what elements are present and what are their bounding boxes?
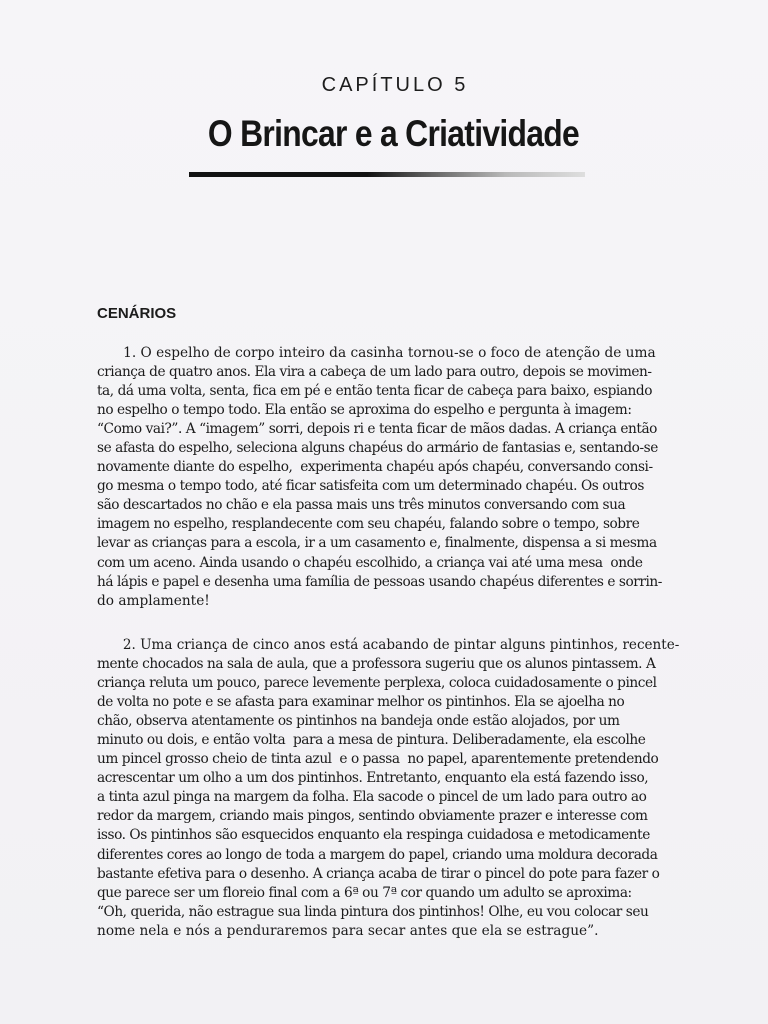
text-line: que parece ser um floreio final com a 6ª ou 7ª cor quando um adulto se aproxima: bbox=[97, 884, 632, 901]
text-line: se afasta do espelho, seleciona alguns chapéus do armário de fantasias e, sentando-se bbox=[97, 440, 658, 457]
text-line: ta, dá uma volta, senta, fica em pé e então tenta ficar de cabeça para baixo, espiando bbox=[97, 383, 652, 400]
text-line: imagem no espelho, resplandecente com seu chapéu, falando sobre o tempo, sobre bbox=[97, 516, 640, 533]
text-line: nome nela e nós a penduraremos para secar antes que ela se estrague”. bbox=[97, 922, 599, 939]
text-line: 1. O espelho de corpo inteiro da casinha tornou-se o foco de atenção de uma bbox=[97, 345, 656, 361]
text-line: isso. Os pintinhos são esquecidos enquanto ela respinga cuidadosa e metodicamente bbox=[97, 827, 650, 844]
text-line: novamente diante do espelho, experimenta chapéu após chapéu, conversando consi- bbox=[97, 459, 653, 476]
text-line: um pincel grosso cheio de tinta azul e o passa no papel, aparentemente pretendendo bbox=[97, 751, 659, 768]
text-line: 2. Uma criança de cinco anos está acabando de pintar alguns pintinhos, recente- bbox=[97, 637, 680, 653]
text-line: levar as crianças para a escola, ir a um casamento e, finalmente, dispensa a si mesma bbox=[97, 535, 657, 552]
text-line: de volta no pote e se afasta para examinar melhor os pintinhos. Ela se ajoelha no bbox=[97, 694, 625, 711]
text-line: acrescentar um olho a um dos pintinhos. Entretanto, enquanto ela está fazendo isso, bbox=[97, 770, 649, 787]
paragraph-2 bbox=[97, 636, 679, 941]
text-line: “Como vai?”. A “imagem” sorri, depois ri e tenta ficar de mãos dadas. A criança então bbox=[97, 421, 657, 438]
text-line: redor da margem, criando mais pingos, sentindo obviamente prazer e interesse com bbox=[97, 808, 648, 825]
text-line: minuto ou dois, e então volta para a mesa de pintura. Deliberadamente, ela escolhe bbox=[97, 732, 646, 749]
text-line: com um aceno. Ainda usando o chapéu escolhido, a criança vai até uma mesa onde bbox=[97, 554, 643, 571]
section-heading: CENÁRIOS bbox=[97, 305, 177, 322]
text-line: são descartados no chão e ela passa mais uns três minutos conversando com sua bbox=[97, 497, 626, 514]
title-underline-rule bbox=[189, 172, 585, 177]
text-line: criança de quatro anos. Ela vira a cabeça de um lado para outro, depois se movimen- bbox=[97, 364, 652, 381]
text-line: chão, observa atentamente os pintinhos na bandeja onde estão alojados, por um bbox=[97, 713, 620, 730]
text-line: no espelho o tempo todo. Ela então se aproxima do espelho e pergunta à imagem: bbox=[97, 402, 632, 419]
paragraph-1 bbox=[97, 344, 679, 611]
chapter-title: O Brincar e a Criatividade bbox=[207, 113, 580, 154]
text-line: criança reluta um pouco, parece levemente perplexa, coloca cuidadosamente o pincel bbox=[97, 675, 657, 692]
text-line: bastante efetiva para o desenho. A criança acaba de tirar o pincel do pote para fazer o bbox=[97, 865, 660, 882]
text-line: diferentes cores ao longo de toda a margem do papel, criando uma moldura decorada bbox=[97, 846, 658, 863]
text-line: “Oh, querida, não estrague sua linda pintura dos pintinhos! Olhe, eu vou colocar seu bbox=[97, 903, 649, 920]
text-line: do amplamente! bbox=[97, 592, 210, 609]
text-line: go mesma o tempo todo, até ficar satisfeita com um determinado chapéu. Os outros bbox=[97, 478, 644, 495]
text-line: a tinta azul pinga na margem da folha. Ela sacode o pincel de um lado para outro ao bbox=[97, 789, 647, 806]
text-line: há lápis e papel e desenha uma família de pessoas usando chapéus diferentes e sorrin- bbox=[97, 573, 662, 590]
text-line: mente chocados na sala de aula, que a professora sugeriu que os alunos pintassem. A bbox=[97, 656, 656, 673]
chapter-label: CAPÍTULO 5 bbox=[321, 74, 469, 96]
